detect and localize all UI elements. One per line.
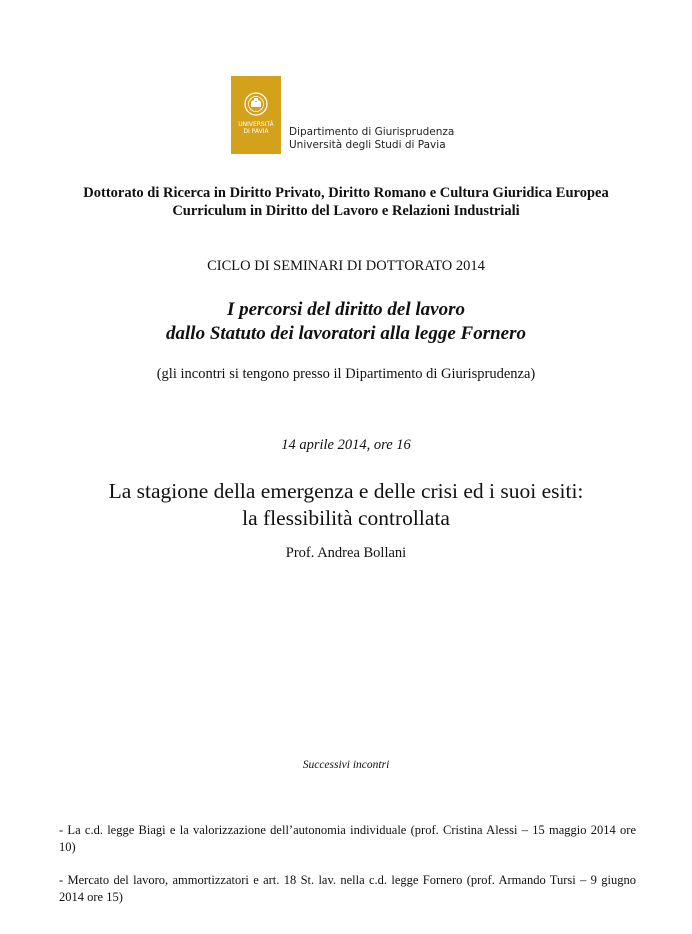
department-line2: Università degli Studi di Pavia: [289, 139, 446, 151]
logo-text-line2: DI PAVIA: [243, 128, 269, 135]
seminar-title-line2: la flessibilità controllata: [242, 506, 450, 530]
seminar-date: 14 aprile 2014, ore 16: [281, 437, 411, 453]
location-note: (gli incontri si tengono presso il Dipartimento di Giurisprudenza): [156, 366, 536, 382]
series-title: [0, 298, 692, 346]
seminar-cycle: CICLO DI SEMINARI DI DOTTORATO 2014: [207, 258, 485, 274]
doctoral-program: [0, 184, 692, 220]
university-seal-logo: [231, 76, 281, 154]
program-line2: Curriculum in Diritto del Lavoro e Relazioni Industriali: [172, 203, 520, 219]
department-line1: Dipartimento di Giurisprudenza: [289, 126, 455, 138]
meeting-item: - Mercato del lavoro, ammortizzatori e art. 18 St. lav. nella c.d. legge Fornero (prof. Armando Tursi – 9 giugno 2014 ore 15): [59, 873, 636, 904]
next-meetings-heading: Successivi incontri: [302, 759, 390, 771]
university-logo: [231, 76, 454, 154]
seminar-title: [0, 478, 692, 532]
speaker: Prof. Andrea Bollani: [285, 545, 407, 561]
logo-text-line1: UNIVERSITÀ: [238, 121, 274, 128]
program-line1: Dottorato di Ricerca in Diritto Privato, Diritto Romano e Cultura Giuridica Europea: [83, 185, 609, 201]
meeting-item: - La c.d. legge Biagi e la valorizzazione dell’autonomia individuale (prof. Cristina Alessi – 15 maggio 2014 ore 10): [59, 823, 636, 854]
series-title-line1: I percorsi del diritto del lavoro: [226, 299, 465, 320]
department-name: [289, 76, 454, 154]
seminar-title-line1: La stagione della emergenza e delle crisi ed i suoi esiti:: [108, 479, 584, 503]
series-title-line2: dallo Statuto dei lavoratori alla legge Fornero: [166, 323, 526, 344]
